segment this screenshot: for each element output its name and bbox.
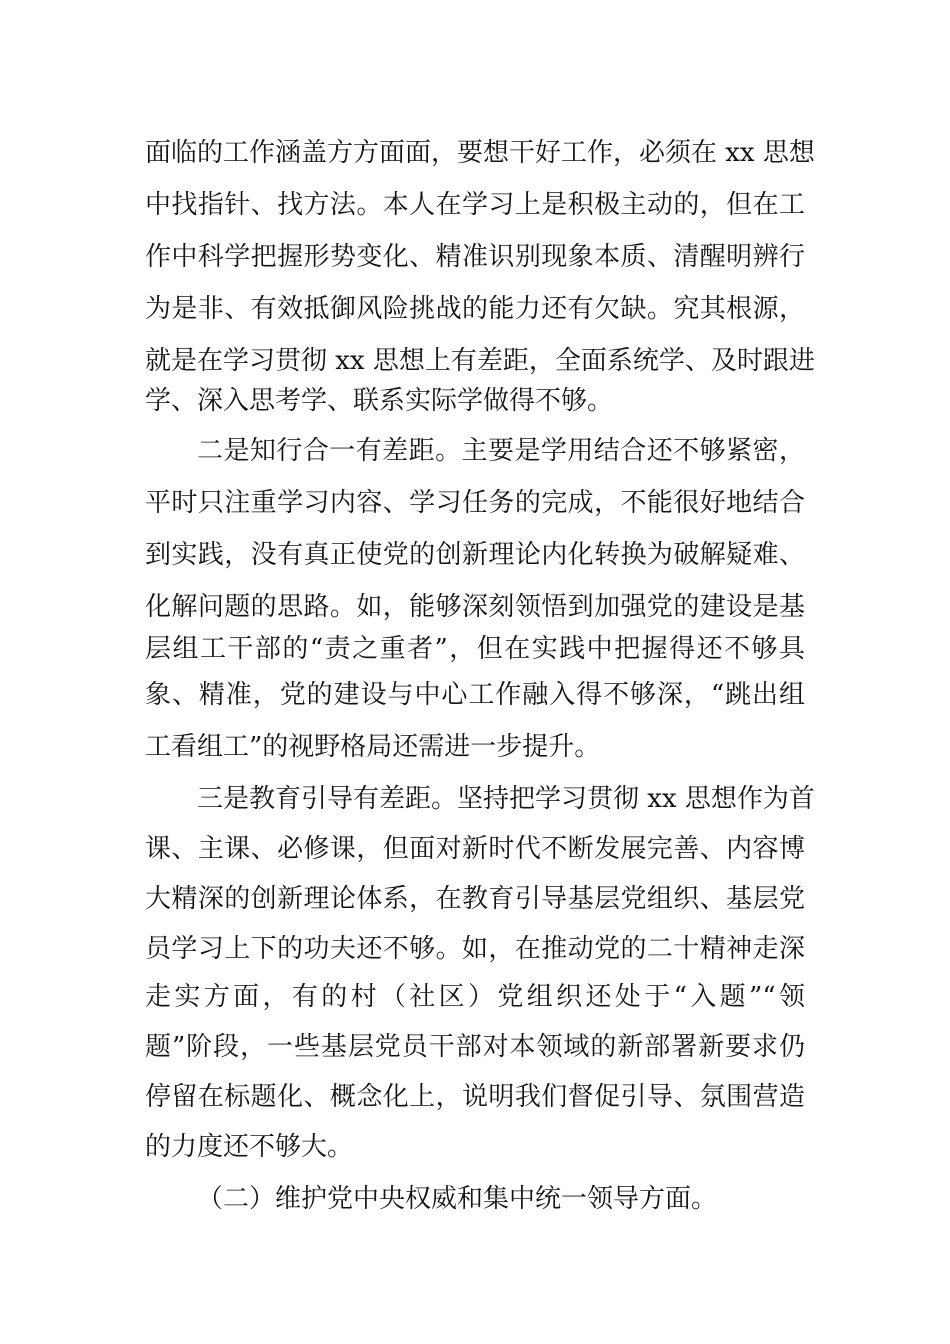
text-line: 题”阶段，一些基层党员干部对本领域的新部署新要求仍 [145,1032,805,1062]
text-line: 为是非、有效抵御风险挑战的能力还有欠缺。究其根源， [145,294,805,324]
text-line: 大精深的创新理论体系，在教育引导基层党组织、基层党 [145,884,805,914]
text-line: 到实践，没有真正使党的创新理论内化转换为破解疑难、 [145,540,805,570]
text-line: 化解问题的思路。如，能够深刻领悟到加强党的建设是基 [145,592,805,622]
text-line: 二是知行合一有差距。主要是学用结合还不够紧密， [197,436,805,466]
text-line: 走实方面，有的村（社区）党组织还处于“入题”“领 [145,982,805,1012]
text-line: 平时只注重学习内容、学习任务的完成，不能很好地结合 [145,488,805,518]
text-line: 作中科学把握形势变化、精准识别现象本质、清醒明辨行 [145,242,805,272]
section-heading: （二）维护党中央权威和集中统一领导方面。 [197,1184,718,1214]
text-line: 员学习上下的功夫还不够。如，在推动党的二十精神走深 [145,934,805,964]
text-line: 三是教育引导有差距。坚持把学习贯彻 xx 思想作为首 [197,784,815,814]
text-line: 层组工干部的“责之重者”，但在实践中把握得还不够具 [145,634,805,664]
text-line: 工看组工”的视野格局还需进一步提升。 [145,732,601,762]
text-line: 中找指针、找方法。本人在学习上是积极主动的，但在工 [145,190,805,220]
text-line: 象、精准，党的建设与中心工作融入得不够深，“跳出组 [145,680,805,710]
text-line: 学、深入思考学、联系实际学做得不够。 [145,386,614,416]
text-line: 课、主课、必修课，但面对新时代不断发展完善、内容博 [145,834,805,864]
text-line: 停留在标题化、概念化上，说明我们督促引导、氛围营造 [145,1082,805,1112]
text-line: 就是在学习贯彻 xx 思想上有差距，全面系统学、及时跟进 [145,346,815,376]
text-line: 面临的工作涵盖方方面面，要想干好工作，必须在 xx 思想 [145,138,815,168]
text-line: 的力度还不够大。 [145,1132,354,1162]
